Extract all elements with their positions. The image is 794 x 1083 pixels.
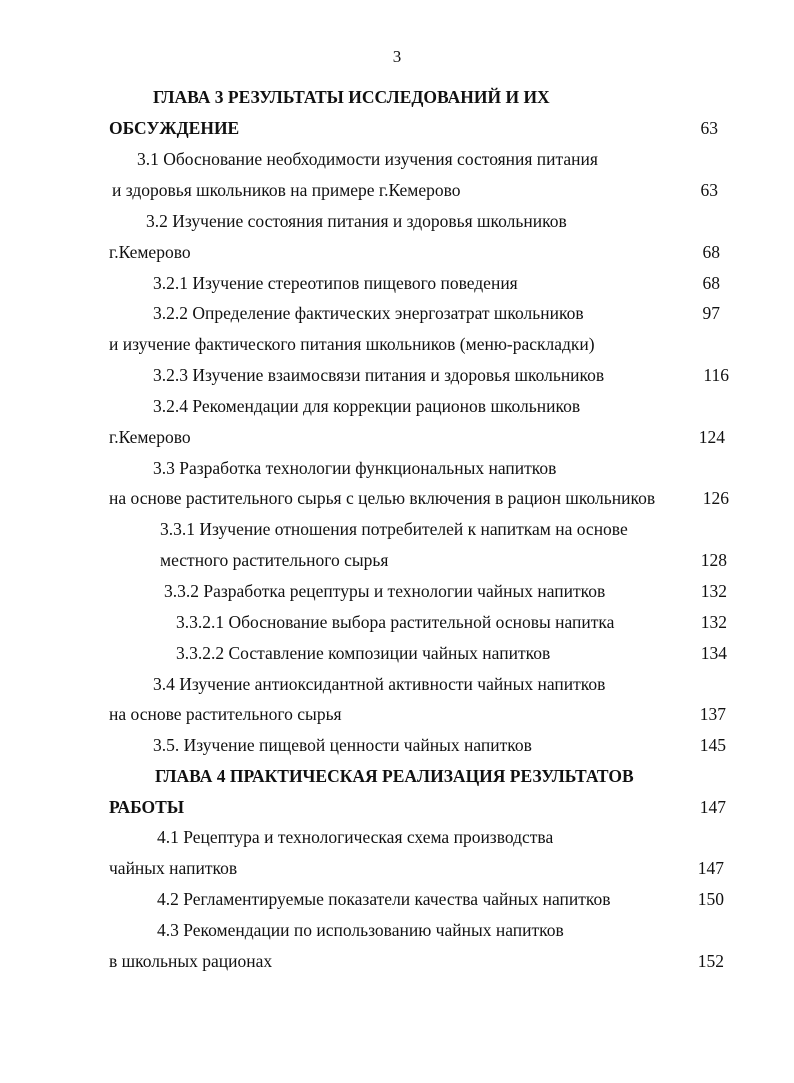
section-3-3-line-2: на основе растительного сырья с целью включения в рацион школьников [109, 488, 656, 508]
section-3-3-page: 126 [702, 488, 729, 508]
section-3-4-line-2: на основе растительного сырья [109, 704, 342, 724]
section-3-3-2-page: 132 [700, 581, 727, 601]
section-3-2-2-line-1: 3.2.2 Определение фактических энергозатрат школьников [153, 303, 584, 323]
section-3-3-2-1: 3.3.2.1 Обоснование выбора растительной основы напитка [176, 612, 615, 632]
section-3-3-1-page: 128 [700, 550, 727, 570]
chapter-4-page: 147 [699, 797, 726, 817]
section-3-3-1-line-2: местного растительного сырья [160, 550, 389, 570]
section-3-2-1: 3.2.1 Изучение стереотипов пищевого поведения [153, 273, 518, 293]
section-3-3-2-1-page: 132 [700, 612, 727, 632]
chapter-3-page: 63 [700, 118, 718, 138]
chapter-4-title-line-1: ГЛАВА 4 ПРАКТИЧЕСКАЯ РЕАЛИЗАЦИЯ РЕЗУЛЬТАТОВ [155, 766, 634, 786]
chapter-4-title-line-2: РАБОТЫ [109, 797, 185, 817]
section-4-3-line-2: в школьных рационах [109, 951, 273, 971]
section-3-2-4-line-1: 3.2.4 Рекомендации для коррекции рационов школьников [153, 396, 581, 416]
section-3-2-2-line-2: и изучение фактического питания школьников (меню-раскладки) [109, 334, 595, 354]
section-3-3-2-2-page: 134 [700, 643, 727, 663]
section-3-5-page: 145 [699, 735, 726, 755]
section-3-2-line-2: г.Кемерово [109, 242, 191, 262]
section-3-1-page: 63 [700, 180, 718, 200]
section-4-3-page: 152 [697, 951, 724, 971]
section-3-2-1-page: 68 [702, 273, 720, 293]
section-3-1-line-1: 3.1 Обоснование необходимости изучения состояния питания [137, 149, 598, 169]
page-number: 3 [392, 47, 402, 66]
section-3-4-page: 137 [699, 704, 726, 724]
section-4-1-page: 147 [697, 858, 724, 878]
section-4-1-line-1: 4.1 Рецептура и технологическая схема производства [157, 827, 554, 847]
chapter-3-title-line-1: ГЛАВА 3 РЕЗУЛЬТАТЫ ИССЛЕДОВАНИЙ И ИХ [153, 87, 550, 107]
section-3-3-1-line-1: 3.3.1 Изучение отношения потребителей к напиткам на основе [160, 519, 628, 539]
section-3-3-2: 3.3.2 Разработка рецептуры и технологии чайных напитков [164, 581, 606, 601]
section-3-2-4-line-2: г.Кемерово [109, 427, 191, 447]
chapter-3-title-line-2: ОБСУЖДЕНИЕ [109, 118, 240, 138]
section-3-5: 3.5. Изучение пищевой ценности чайных напитков [153, 735, 532, 755]
section-3-2-3-page: 116 [703, 365, 729, 385]
section-4-2: 4.2 Регламентируемые показатели качества чайных напитков [157, 889, 611, 909]
section-3-2-4-page: 124 [698, 427, 725, 447]
section-3-1-line-2: и здоровья школьников на примере г.Кемерово [112, 180, 461, 200]
section-4-1-line-2: чайных напитков [109, 858, 238, 878]
section-3-2-2-page: 97 [702, 303, 720, 323]
section-4-2-page: 150 [697, 889, 724, 909]
section-3-2-line-1: 3.2 Изучение состояния питания и здоровья школьников [146, 211, 567, 231]
section-3-2-3: 3.2.3 Изучение взаимосвязи питания и здоровья школьников [153, 365, 605, 385]
section-3-3-2-2: 3.3.2.2 Составление композиции чайных напитков [176, 643, 551, 663]
section-4-3-line-1: 4.3 Рекомендации по использованию чайных напитков [157, 920, 564, 940]
section-3-3-line-1: 3.3 Разработка технологии функциональных напитков [153, 458, 557, 478]
section-3-2-page: 68 [702, 242, 720, 262]
section-3-4-line-1: 3.4 Изучение антиоксидантной активности чайных напитков [153, 674, 606, 694]
